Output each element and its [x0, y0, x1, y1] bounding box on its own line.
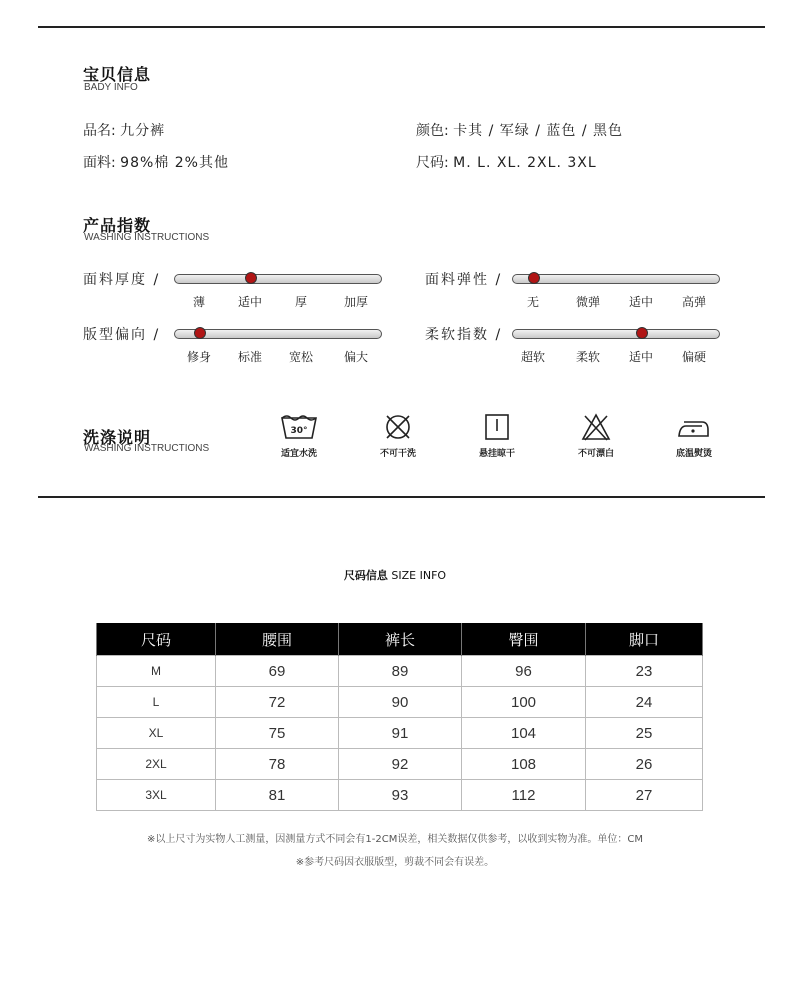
care-no-bleach — [556, 412, 636, 459]
scale-tick-label: 高弹 — [681, 295, 707, 309]
scale-tick-label: 超软 — [520, 350, 546, 364]
header-hip: 臀围 — [462, 623, 586, 656]
color-value: 卡其 / 军绿 / 蓝色 / 黑色 — [453, 123, 624, 139]
table-cell: 96 — [462, 656, 586, 687]
table-row — [97, 749, 703, 780]
scale-tick-label: 微弹 — [575, 295, 601, 309]
scale-tick-label: 适中 — [628, 350, 654, 364]
size-table — [96, 623, 703, 811]
product-index-subtitle: WASHING INSTRUCTIONS — [84, 232, 210, 243]
color-label: 颜色: — [416, 123, 449, 139]
table-cell: 104 — [462, 718, 586, 749]
size-info-heading — [0, 567, 790, 583]
table-cell: 72 — [216, 687, 339, 718]
care-hang-dry-label: 悬挂晾干 — [478, 449, 515, 459]
fabric-label: 面料: — [83, 155, 116, 171]
scale-label: 面料弹性 / — [425, 272, 503, 288]
washing-subtitle: WASHING INSTRUCTIONS — [84, 443, 210, 454]
table-cell: 75 — [216, 718, 339, 749]
table-cell: 3XL — [97, 780, 216, 811]
table-cell: L — [97, 687, 216, 718]
fabric-value: 98%棉 2%其他 — [120, 155, 229, 171]
scale-marker — [245, 272, 257, 284]
scale-track — [174, 329, 382, 339]
scale-tick-label: 适中 — [237, 295, 263, 309]
table-cell: 108 — [462, 749, 586, 780]
scale-label: 面料厚度 / — [83, 272, 161, 288]
table-row — [97, 718, 703, 749]
table-cell: 2XL — [97, 749, 216, 780]
washing-title: 洗涤说明 — [83, 428, 152, 447]
product-name-row — [83, 120, 165, 140]
scale-tick-label: 偏硬 — [681, 350, 707, 364]
color-row — [416, 120, 623, 140]
care-low-iron — [654, 412, 734, 459]
table-cell: XL — [97, 718, 216, 749]
size-label: 尺码: — [416, 155, 449, 171]
care-hang-dry — [457, 412, 537, 459]
scale-track — [174, 274, 382, 284]
table-cell: 26 — [586, 749, 703, 780]
table-cell: 24 — [586, 687, 703, 718]
scale-tick-label: 加厚 — [343, 295, 369, 309]
size-info-title-en: SIZE INFO — [391, 569, 447, 582]
table-cell: 69 — [216, 656, 339, 687]
scale-tick-label: 宽松 — [288, 350, 314, 364]
scale-marker — [528, 272, 540, 284]
table-cell: 81 — [216, 780, 339, 811]
table-cell: 93 — [339, 780, 462, 811]
scale-label: 版型偏向 / — [83, 327, 161, 343]
size-row — [416, 152, 597, 172]
care-wash-label: 适宜水洗 — [280, 449, 317, 459]
table-row — [97, 687, 703, 718]
header-size: 尺码 — [97, 623, 216, 656]
header-waist: 腰围 — [216, 623, 339, 656]
scale-tick-label: 修身 — [186, 350, 212, 364]
wash-30-icon — [279, 412, 319, 442]
bady-info-subtitle: BADY INFO — [84, 82, 138, 93]
table-cell: 78 — [216, 749, 339, 780]
scale-tick-label: 柔软 — [575, 350, 601, 364]
table-cell: 112 — [462, 780, 586, 811]
product-name-label: 品名: — [83, 123, 116, 139]
scale-track — [512, 329, 720, 339]
size-note-2: ※参考尺码因衣服版型，剪裁不同会有误差。 — [295, 857, 495, 868]
table-cell: 100 — [462, 687, 586, 718]
scale-tick-label: 标准 — [237, 350, 263, 364]
scale-tick-label: 偏大 — [343, 350, 369, 364]
fabric-row — [83, 152, 229, 172]
header-length: 裤长 — [339, 623, 462, 656]
table-cell: 91 — [339, 718, 462, 749]
scale-track — [512, 274, 720, 284]
scale-tick-label: 厚 — [294, 295, 308, 309]
scale-tick-label: 薄 — [192, 295, 206, 309]
table-cell: 92 — [339, 749, 462, 780]
no-bleach-icon — [580, 412, 612, 442]
table-cell: 90 — [339, 687, 462, 718]
table-row — [97, 780, 703, 811]
wash-temp: 30° — [290, 426, 308, 436]
care-wash — [259, 412, 339, 459]
care-no-dry-clean-label: 不可干洗 — [379, 449, 416, 459]
size-value: M. L. XL. 2XL. 3XL — [453, 155, 597, 171]
size-note-1: ※以上尺寸为实物人工测量，因测量方式不同会有1-2CM误差，相关数据仅供参考，以收到实物为准。单位：CM — [147, 834, 643, 845]
scale-marker — [636, 327, 648, 339]
no-dry-clean-icon — [383, 412, 413, 442]
care-no-dry-clean — [358, 412, 438, 459]
scale-tick-label: 无 — [526, 295, 540, 309]
table-cell: 27 — [586, 780, 703, 811]
care-no-bleach-label: 不可漂白 — [577, 449, 614, 459]
size-info-title-cn: 尺码信息 — [343, 569, 388, 582]
size-table-header — [97, 623, 703, 656]
table-cell: 23 — [586, 656, 703, 687]
scale-tick-label: 适中 — [628, 295, 654, 309]
product-index-title: 产品指数 — [83, 216, 152, 235]
scale-marker — [194, 327, 206, 339]
low-iron-icon — [676, 412, 712, 442]
table-row — [97, 656, 703, 687]
table-cell: 25 — [586, 718, 703, 749]
header-hem: 脚口 — [586, 623, 703, 656]
care-low-iron-label: 底温熨烫 — [675, 449, 712, 459]
product-name-value: 九分裤 — [120, 123, 166, 139]
table-cell: M — [97, 656, 216, 687]
bady-info-title: 宝贝信息 — [83, 65, 152, 84]
table-cell: 89 — [339, 656, 462, 687]
section-divider — [38, 496, 765, 498]
hang-dry-icon — [482, 412, 512, 442]
scale-label: 柔软指数 / — [425, 327, 503, 343]
top-divider — [38, 26, 765, 28]
